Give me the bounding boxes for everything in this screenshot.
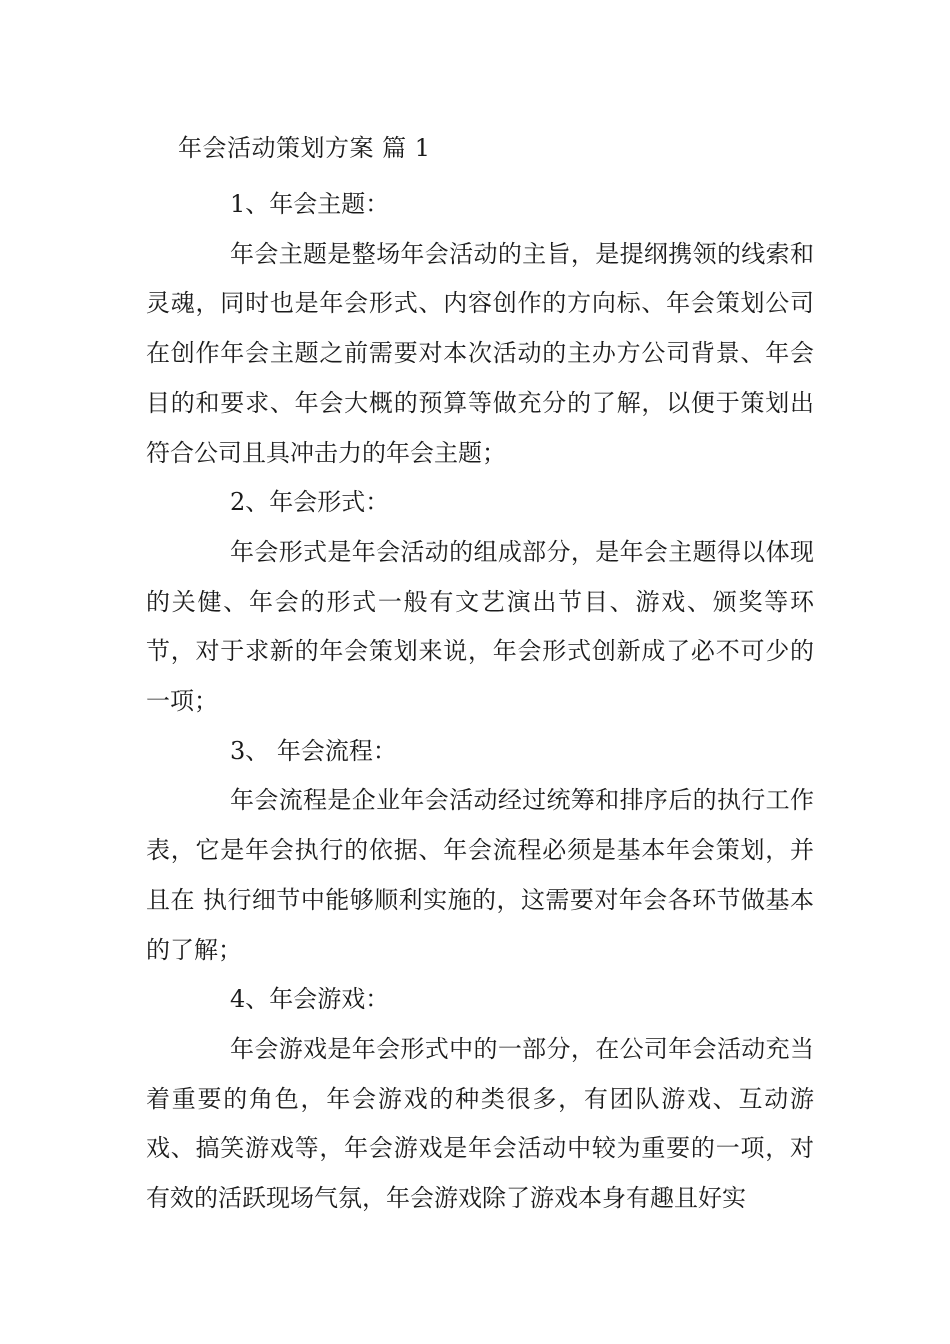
section-4-heading: 4、年会游戏： [230,985,390,1014]
section-3-heading: 3、 年会流程： [230,736,397,765]
section-2-paragraph: 年会形式是年会活动的组成部分，是年会主题得以体现的关健、年会的形式一般有文艺演出节目、游戏、颁奖等环节，对于求新的年会策划来说，年会形式创新成了必不可少的一项； [146,537,814,716]
section-3-paragraph: 年会流程是企业年会活动经过统筹和排序后的执行工作表，它是年会执行的依据、年会流程必须是基本年会策划，并且在 执行细节中能够顺利实施的，这需要对年会各环节做基本的了解； [146,786,814,964]
document-title: 年会活动策划方案 篇 1 [178,134,431,162]
section-1-paragraph: 年会主题是整场年会活动的主旨，是提纲携领的线索和灵魂，同时也是年会形式、内容创作的方向标、年会策划公司在创作年会主题之前需要对本次活动的主办方公司背景、年会目的和要求、年会大概的预算等做充分的了解，以便于策划出符合公司且具冲击力的年会主题； [146,239,814,467]
section-1-heading: 1、年会主题： [230,190,390,218]
section-2-heading: 2、年会形式： [230,488,390,517]
section-4-paragraph: 年会游戏是年会形式中的一部分，在公司年会活动充当着重要的角色，年会游戏的种类很多，有团队游戏、互动游戏、搞笑游戏等，年会游戏是年会活动中较为重要的一项，对有效的活跃现场气氛，年会游戏除了游戏本身有趣且好实 [146,1034,814,1213]
document-body [146,180,814,1224]
